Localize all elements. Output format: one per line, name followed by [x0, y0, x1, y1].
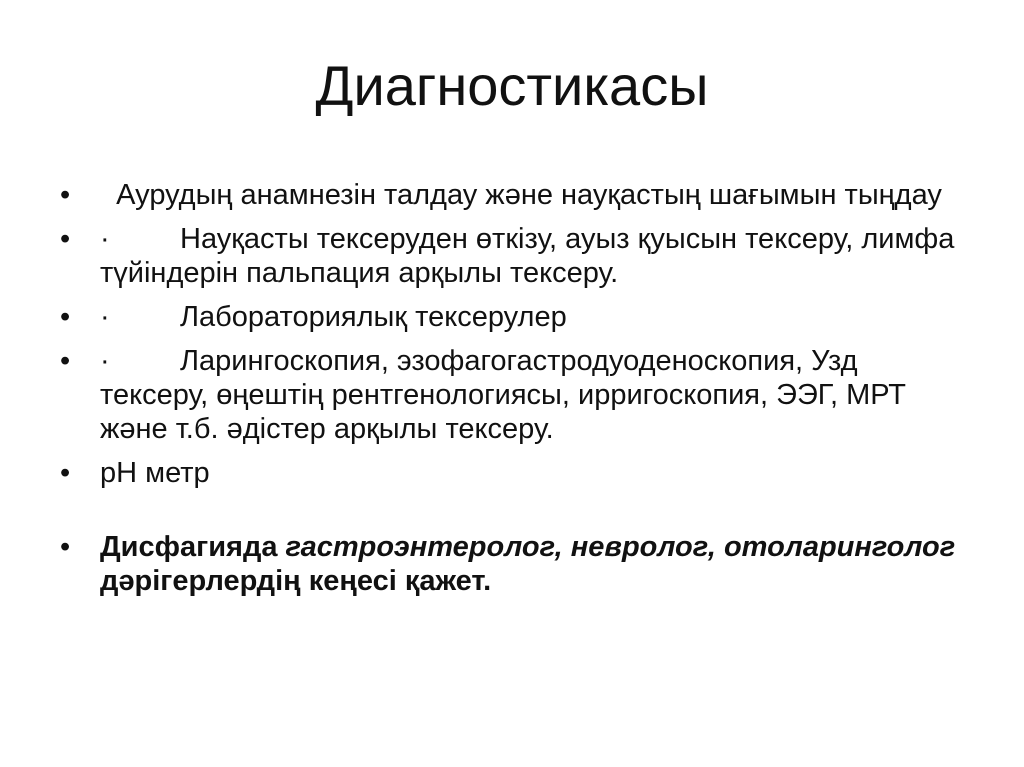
list-item	[60, 530, 964, 598]
bullet-icon: •	[60, 179, 71, 211]
bullet-icon: •	[60, 345, 71, 377]
list-item-text-bold-italic: гастроэнтеролог, невролог, отоларинголог	[285, 531, 956, 563]
list-item-text: Ларингоскопия, эзофагогастродуоденоскопия, Узд тексеру, өңештің рентгенологиясы, ирригоскопия, ЭЭГ, МРТ және т.б. әдістер арқылы тексеру.	[100, 345, 906, 445]
bullet-icon: •	[60, 531, 71, 563]
list-item-text: Аурудың анамнезін талдау және науқастың шағымын тыңдау	[100, 179, 942, 211]
bullet-icon: •	[60, 301, 71, 333]
bullet-icon: •	[60, 223, 71, 255]
list-item-text-bold: дәрігерлердің кеңесі қажет.	[100, 531, 964, 597]
list-item-text: pH метр	[100, 457, 210, 489]
list-item	[60, 300, 960, 334]
list-item	[60, 222, 960, 290]
bullet-icon: •	[60, 457, 71, 489]
list-item-text-bold: Дисфагияда	[100, 531, 286, 563]
middle-dot-marker: ·	[100, 345, 110, 377]
slide-title: Диагностикасы	[315, 54, 709, 117]
bullet-list	[60, 178, 964, 608]
list-item	[60, 178, 960, 212]
list-item-text: Лабораториялық тексерулер	[180, 301, 567, 333]
middle-dot-marker: ·	[100, 301, 110, 333]
middle-dot-marker: ·	[100, 223, 110, 255]
list-item	[60, 344, 960, 446]
list-item-text: Науқасты тексеруден өткізу, ауыз қуысын тексеру, лимфа түйіндерін пальпация арқылы тексеру.	[100, 223, 955, 289]
list-item	[60, 456, 960, 490]
